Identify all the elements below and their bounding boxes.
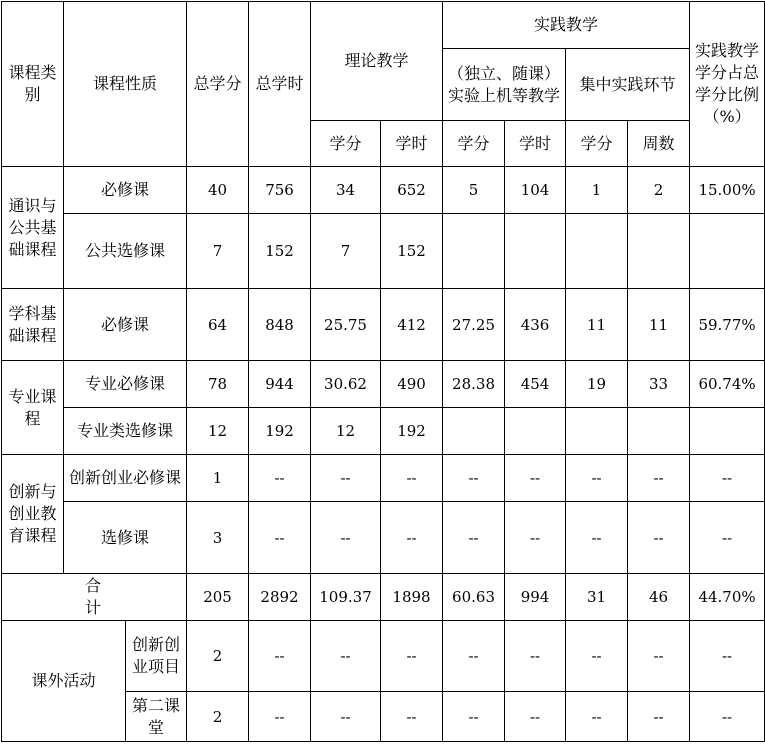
row-nature: 创新创业项目: [126, 621, 187, 692]
cell-dash: --: [381, 621, 443, 692]
cell-empty: [566, 214, 628, 289]
cell-lab-credits: 28.38: [443, 361, 505, 408]
cell-dash: --: [566, 692, 628, 742]
header-total-credits: 总学分: [187, 2, 249, 167]
cell-empty: [690, 214, 765, 289]
row-nature: 选修课: [64, 502, 187, 574]
row-nature: 第二课堂: [126, 692, 187, 742]
cell-dash: --: [443, 692, 505, 742]
cell-total-credits: 2: [187, 621, 249, 692]
cell-theory-credits: 12: [311, 408, 381, 455]
cell-conc-weeks: 33: [628, 361, 690, 408]
cell-dash: --: [690, 621, 765, 692]
total-label: 合 计: [2, 574, 187, 621]
header-concentrated: 集中实践环节: [566, 49, 690, 121]
header-theory-hours: 学时: [381, 121, 443, 167]
cell-dash: --: [628, 692, 690, 742]
cell-dash: --: [505, 455, 566, 502]
header-category: 课程类别: [2, 2, 64, 167]
cell-total-credits: 64: [187, 289, 249, 361]
cell-dash: --: [249, 455, 311, 502]
extracurricular-label: 课外活动: [2, 621, 126, 742]
row-nature: 必修课: [64, 167, 187, 214]
cell-theory-hours: 652: [381, 167, 443, 214]
header-nature: 课程性质: [64, 2, 187, 167]
cell-lab-credits: 5: [443, 167, 505, 214]
header-conc-credit: 学分: [566, 121, 628, 167]
cell-dash: --: [505, 692, 566, 742]
cell-dash: --: [628, 621, 690, 692]
cell-dash: --: [443, 621, 505, 692]
cell-conc-credits: 1: [566, 167, 628, 214]
cell-lab-credits: 27.25: [443, 289, 505, 361]
cell-theory-credits: 34: [311, 167, 381, 214]
cell-theory-credits: 25.75: [311, 289, 381, 361]
cell-dash: --: [690, 502, 765, 574]
cell-total-credits: 3: [187, 502, 249, 574]
cell-dash: --: [311, 455, 381, 502]
group-innovation: 创新与创业教育课程: [2, 455, 64, 574]
cell-dash: --: [690, 692, 765, 742]
cell-total-hours: 756: [249, 167, 311, 214]
cell-theory-hours: 192: [381, 408, 443, 455]
cell-dash: --: [566, 621, 628, 692]
header-ratio: 实践教学学分占总学分比例（%）: [690, 2, 765, 167]
cell-lab-hours: 104: [505, 167, 566, 214]
header-lab-hours: 学时: [505, 121, 566, 167]
cell-total-hours: 192: [249, 408, 311, 455]
cell-dash: --: [311, 502, 381, 574]
cell-total-credits: 205: [187, 574, 249, 621]
cell-theory-hours: 152: [381, 214, 443, 289]
cell-empty: [443, 408, 505, 455]
cell-ratio: 59.77%: [690, 289, 765, 361]
cell-empty: [443, 214, 505, 289]
cell-theory-hours: 1898: [381, 574, 443, 621]
cell-theory-credits: 7: [311, 214, 381, 289]
cell-dash: --: [566, 502, 628, 574]
cell-dash: --: [505, 621, 566, 692]
cell-total-hours: 152: [249, 214, 311, 289]
cell-lab-hours: 436: [505, 289, 566, 361]
cell-total-credits: 1: [187, 455, 249, 502]
cell-theory-hours: 412: [381, 289, 443, 361]
cell-dash: --: [566, 455, 628, 502]
cell-total-credits: 2: [187, 692, 249, 742]
cell-empty: [690, 408, 765, 455]
cell-total-hours: 944: [249, 361, 311, 408]
cell-total-credits: 12: [187, 408, 249, 455]
cell-theory-credits: 30.62: [311, 361, 381, 408]
cell-conc-weeks: 11: [628, 289, 690, 361]
cell-lab-hours: 994: [505, 574, 566, 621]
cell-empty: [505, 214, 566, 289]
cell-dash: --: [443, 502, 505, 574]
cell-empty: [505, 408, 566, 455]
group-major: 专业课程: [2, 361, 64, 455]
cell-dash: --: [381, 502, 443, 574]
cell-dash: --: [311, 621, 381, 692]
cell-ratio: 15.00%: [690, 167, 765, 214]
cell-dash: --: [249, 502, 311, 574]
cell-lab-hours: 454: [505, 361, 566, 408]
cell-conc-weeks: 2: [628, 167, 690, 214]
cell-dash: --: [311, 692, 381, 742]
header-lab-credit: 学分: [443, 121, 505, 167]
cell-ratio: 60.74%: [690, 361, 765, 408]
cell-total-credits: 7: [187, 214, 249, 289]
row-nature: 专业类选修课: [64, 408, 187, 455]
row-nature: 专业必修课: [64, 361, 187, 408]
cell-theory-hours: 490: [381, 361, 443, 408]
row-nature: 必修课: [64, 289, 187, 361]
cell-dash: --: [249, 692, 311, 742]
cell-empty: [628, 214, 690, 289]
group-general: 通识与公共基础课程: [2, 167, 64, 289]
header-lab: （独立、随课）实验上机等教学: [443, 49, 566, 121]
cell-total-credits: 40: [187, 167, 249, 214]
cell-dash: --: [628, 455, 690, 502]
cell-total-hours: 848: [249, 289, 311, 361]
cell-ratio: 44.70%: [690, 574, 765, 621]
group-discipline: 学科基础课程: [2, 289, 64, 361]
cell-conc-weeks: 46: [628, 574, 690, 621]
header-practice: 实践教学: [443, 2, 690, 49]
header-theory-credit: 学分: [311, 121, 381, 167]
row-nature: 创新创业必修课: [64, 455, 187, 502]
cell-dash: --: [381, 455, 443, 502]
cell-conc-credits: 31: [566, 574, 628, 621]
cell-dash: --: [249, 621, 311, 692]
cell-dash: --: [690, 455, 765, 502]
cell-dash: --: [505, 502, 566, 574]
header-theory: 理论教学: [311, 2, 443, 121]
cell-empty: [628, 408, 690, 455]
cell-total-hours: 2892: [249, 574, 311, 621]
row-nature: 公共选修课: [64, 214, 187, 289]
cell-dash: --: [381, 692, 443, 742]
cell-conc-credits: 11: [566, 289, 628, 361]
cell-dash: --: [628, 502, 690, 574]
cell-dash: --: [443, 455, 505, 502]
cell-conc-credits: 19: [566, 361, 628, 408]
header-conc-weeks: 周数: [628, 121, 690, 167]
credit-distribution-table: [1, 1, 765, 742]
cell-lab-credits: 60.63: [443, 574, 505, 621]
header-total-hours: 总学时: [249, 2, 311, 167]
cell-empty: [566, 408, 628, 455]
cell-theory-credits: 109.37: [311, 574, 381, 621]
cell-total-credits: 78: [187, 361, 249, 408]
